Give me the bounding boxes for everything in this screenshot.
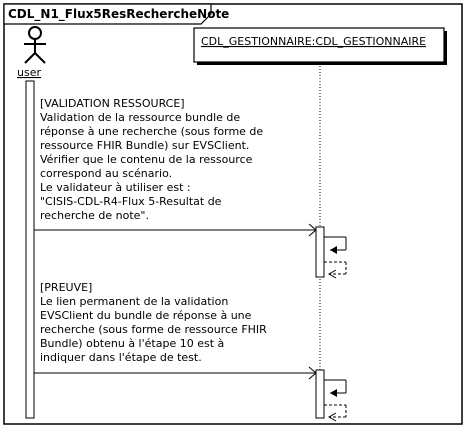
participant-label: CDL_GESTIONNAIRE:CDL_GESTIONNAIRE xyxy=(201,35,427,48)
message-2-arrow xyxy=(34,367,316,379)
self-call-1 xyxy=(324,237,346,278)
message-2-text: [PREUVE] Le lien permanent de la validation EVSClient du bundle de réponse à une recherche (sous forme de ressource FHIR Bundle) obtenu à l'étape 10 est à indiquer dans l'étape de test. xyxy=(40,281,267,364)
gestionnaire-activation-bar-2 xyxy=(316,370,324,418)
message-1-arrow xyxy=(34,224,316,236)
gestionnaire-activation-bar-1 xyxy=(316,227,324,277)
frame-title: CDL_N1_Flux5ResRechercheNote xyxy=(8,7,230,21)
user-activation-bar xyxy=(26,81,34,418)
user-actor-icon xyxy=(24,27,46,63)
message-1-text: [VALIDATION RESSOURCE] Validation de la ressource bundle de réponse à une recherche (sous forme de ressource FHIR Bundle) sur EVSClient. Vérifier que le contenu de la ressource correspond au scénario. Le validateur à utiliser est : "CISIS-CDL-R4-Flux 5-Resultat de recherche de note". xyxy=(40,97,264,222)
self-call-2 xyxy=(324,380,346,421)
user-actor-label: user xyxy=(17,66,41,79)
